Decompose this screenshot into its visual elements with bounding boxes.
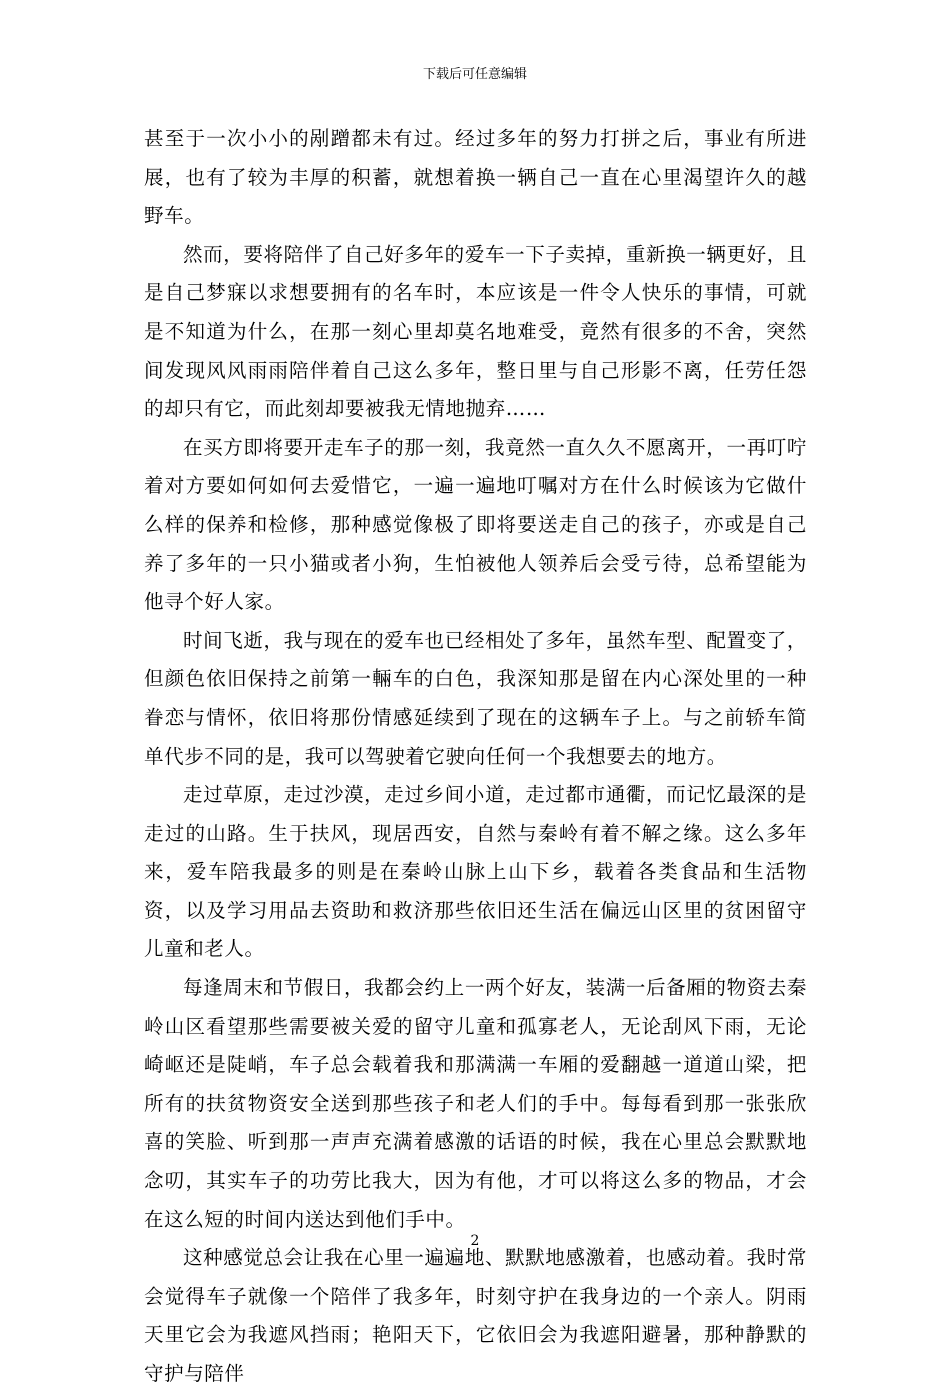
paragraph: 走过草原，走过沙漠，走过乡间小道，走过都市通衢，而记忆最深的是走过的山路。生于扶风，现居西安，自然与秦岭有着不解之缘。这么多年来，爱车陪我最多的则是在秦岭山脉上山下乡，载着各类食品和生活物资，以及学习用品去资助和救济那些依旧还生活在偏远山区里的贫困留守儿童和老人。 <box>144 783 807 961</box>
paragraph: 甚至于一次小小的剐蹭都未有过。经过多年的努力打拼之后，事业有所进展，也有了较为丰厚的积蓄，就想着换一辆自己一直在心里渴望许久的越野车。 <box>144 127 807 228</box>
paragraph: 然而，要将陪伴了自己好多年的爱车一下子卖掉，重新换一辆更好，且是自己梦寐以求想要拥有的名车时，本应该是一件令人快乐的事情，可就是不知道为什么，在那一刻心里却莫名地难受，竟然有很多的不舍，突然间发现风风雨雨陪伴着自己这么多年，整日里与自己形影不离，任劳任怨的却只有它，而此刻却要被我无情地抛弃…… <box>144 242 807 421</box>
paragraph: 这种感觉总会让我在心里一遍遍地、默默地感激着，也感动着。我时常会觉得车子就像一个陪伴了我多年，时刻守护在我身边的一个亲人。阴雨天里它会为我遮风挡雨；艳阳天下，它依旧会为我遮阳避暑，那种静默的守护与陪伴 <box>144 1246 807 1385</box>
document-body <box>144 120 807 1394</box>
page-header: 下载后可任意编辑 <box>422 67 527 82</box>
paragraph: 每逢周末和节假日，我都会约上一两个好友，装满一后备厢的物资去秦岭山区看望那些需要被关爱的留守儿童和孤寡老人，无论刮风下雨，无论崎岖还是陡峭，车子总会载着我和那满满一车厢的爱翻越一道道山梁，把所有的扶贫物资安全送到那些孩子和老人们的手中。每每看到那一张张欣喜的笑脸、听到那一声声充满着感激的话语的时候，我在心里总会默默地念叨，其实车子的功劳比我大，因为有他，才可以将这么多的物品，才会在这么短的时间内送达到他们手中。 <box>144 976 807 1231</box>
paragraph: 时间飞逝，我与现在的爱车也已经相处了多年，虽然车型、配置变了，但颜色依旧保持之前第一輛车的白色，我深知那是留在内心深处里的一种眷恋与情怀，依旧将那份情感延续到了现在的这辆车子上。与之前轿车简单代步不同的是，我可以驾驶着它驶向任何一个我想要去的地方。 <box>144 628 807 768</box>
page-number: 2 <box>470 1233 480 1249</box>
paragraph: 在买方即将要开走车子的那一刻，我竟然一直久久不愿离开，一再叮咛着对方要如何如何去爱惜它，一遍一遍地叮嘱对方在什么时候该为它做什么样的保养和检修，那种感觉像极了即将要送走自己的孩子，亦或是自己养了多年的一只小猫或者小狗，生怕被他人领养后会受亏待，总希望能为他寻个好人家。 <box>144 435 807 614</box>
